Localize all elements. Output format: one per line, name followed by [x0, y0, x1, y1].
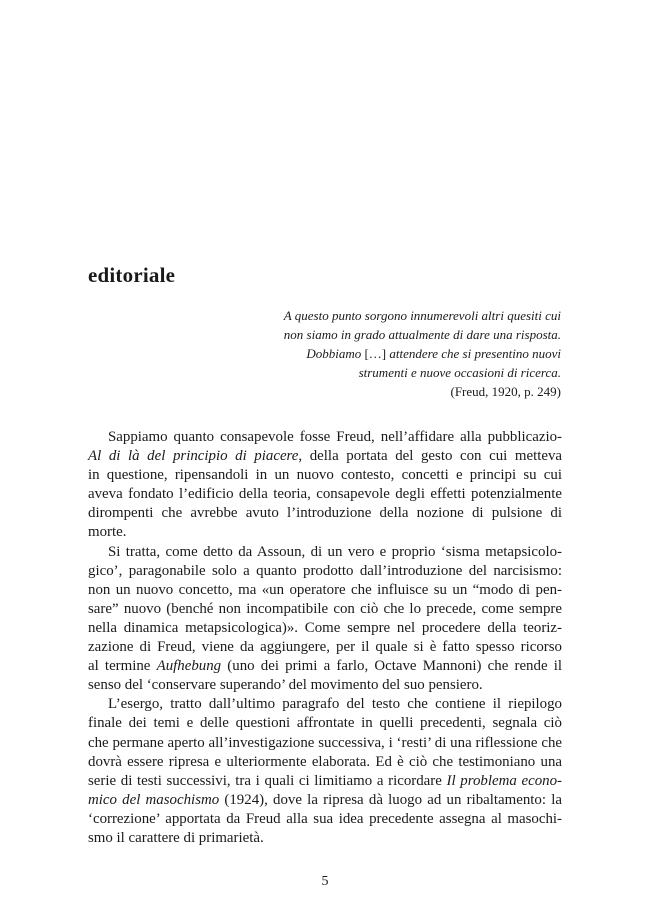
text-line: aveva fondato l’edificio della teoria, consapevole degli effetti potenzialmente [88, 486, 562, 503]
text-line: dovrà essere ripresa e ulteriormente elaborata. Ed è ciò che testimoniano una [88, 753, 562, 770]
section-title: editoriale [88, 263, 176, 287]
epigraph-source: (Freud, 1920, p. 249) [450, 384, 561, 400]
epigraph-line: strumenti e nuove occasioni di ricerca. [358, 365, 561, 381]
text-line: ‘correzione’ apportata da Freud alla sua idea precedente assegna al masochi- [88, 810, 562, 827]
epigraph-line: non siamo in grado attualmente di dare una risposta. [283, 327, 561, 343]
text-line: mico del masochismo (1924), dove la ripresa dà luogo ad un ribaltamento: la [88, 791, 562, 808]
epigraph-line: A questo punto sorgono innumerevoli altri quesiti cui [283, 308, 561, 323]
text-line: morte. [88, 524, 127, 541]
book-title: Il problema econo- [446, 772, 562, 789]
term-italic: Aufhebung [156, 658, 222, 675]
text-line: non un nuovo concetto, ma «un operatore che influisce su un “modo di pen- [88, 581, 562, 598]
text-line: nella dinamica metapsicologica)». Come sempre nel procedere della teoriz- [88, 619, 562, 636]
text-line: L’esergo, tratto dall’ultimo paragrafo del testo che contiene il riepilogo [108, 696, 562, 713]
text-line: che permane aperto all’investigazione successiva, i ‘resti’ di una riflessione che [88, 734, 562, 751]
epigraph-ellipsis: […] [364, 346, 387, 362]
text-line: gico’, paragonabile solo a quanto prodotto dall’introduzione del narcisismo: [88, 562, 562, 579]
text-line: al termine Aufhebung (uno dei primi a farlo, Octave Mannoni) che rende il [88, 658, 563, 675]
book-title: Al di là del principio di piacere [88, 448, 299, 465]
page-number: 5 [321, 874, 329, 889]
text-line: zazione di Freud, viene da aggiungere, per il quale si è fatto spesso ricorso [88, 639, 562, 656]
text-line: Al di là del principio di piacere, della portata del gesto con cui metteva [88, 448, 563, 465]
epigraph [231, 307, 561, 402]
epigraph-line: attendere che si presentino nuovi [389, 346, 561, 362]
text-line: dirompenti che avrebbe avuto l’introduzione della nozione di pulsione di [88, 505, 562, 522]
epigraph-line: Dobbiamo [306, 346, 362, 362]
body-text [88, 428, 562, 848]
text-line: Sappiamo quanto consapevole fosse Freud, nell’affidare alla pubblicazio- [108, 429, 562, 445]
text-line: sare” nuovo (benché non incompatibile con ciò che lo precede, come sempre [88, 600, 562, 617]
text-line: senso del ‘conservare superando’ del movimento del suo pensiero. [88, 677, 483, 694]
text-line: serie di testi successivi, tra i quali ci limitiamo a ricordare Il problema econo- [88, 772, 562, 789]
text-line: in questione, ripensandoli in un nuovo contesto, concetti e principi su cui [88, 467, 562, 484]
book-title: mico del masochismo [88, 791, 220, 808]
text-line: Si tratta, come detto da Assoun, di un vero e proprio ‘sisma metapsicolo- [108, 543, 562, 560]
text-line: finale dei temi e delle questioni affrontate in quelli precedenti, segnala ciò [88, 715, 562, 732]
text-line: smo il carattere di primarietà. [88, 829, 264, 846]
